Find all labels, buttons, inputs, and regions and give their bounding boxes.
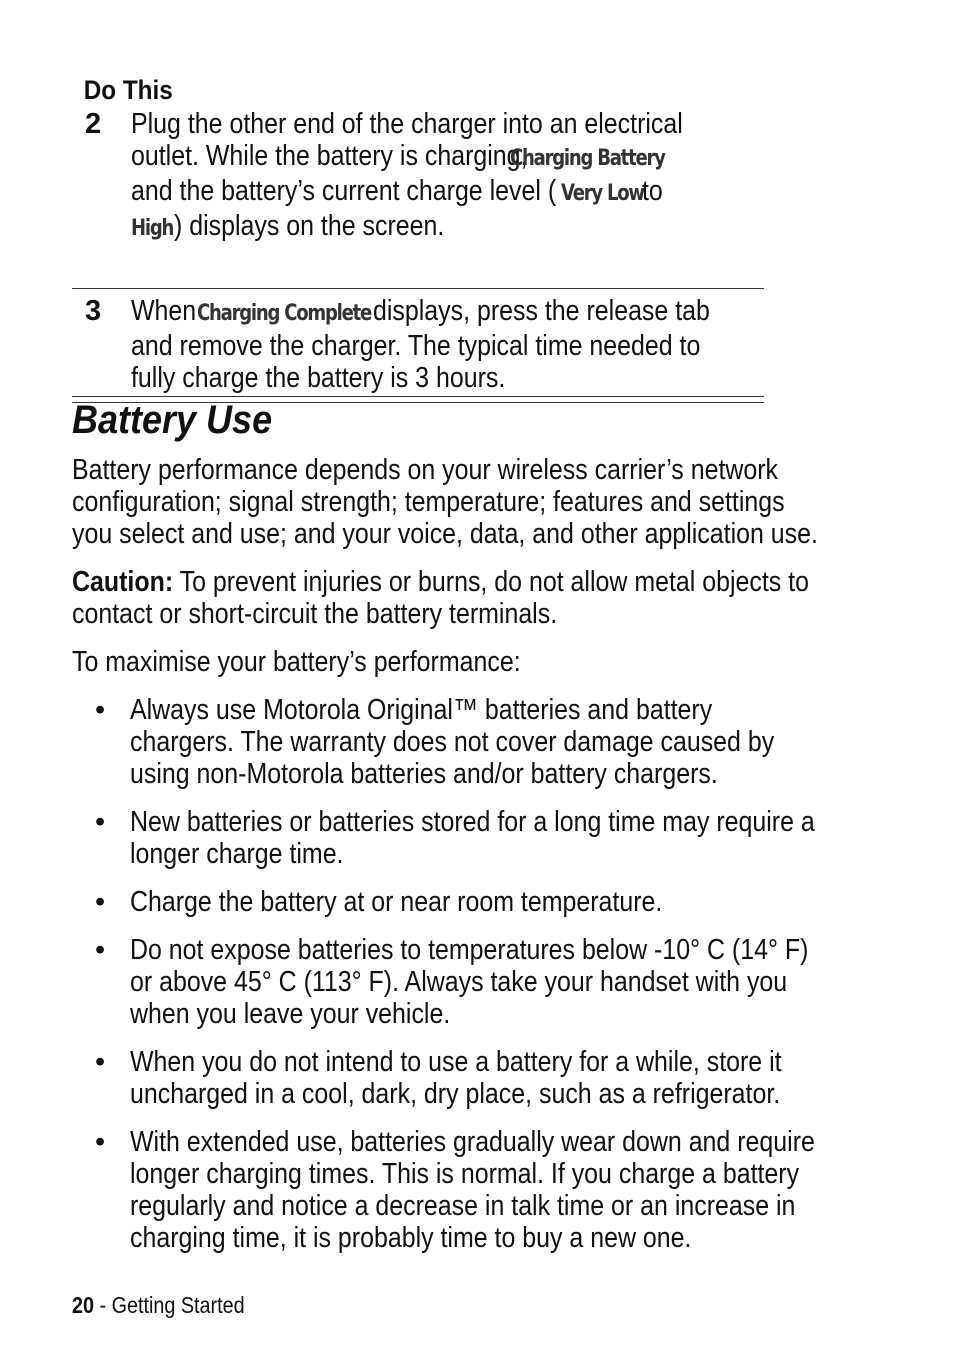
list-item-line: When you do not intend to use a battery for a while, store it [130, 1046, 782, 1078]
list-item [72, 934, 872, 1030]
step-text [131, 108, 773, 288]
display-text-charging-complete: Charging Complete [196, 301, 371, 326]
steps-table-header: Do This [83, 75, 173, 105]
step-line: fully charge the battery is 3 hours. [131, 362, 506, 394]
bullet-icon: • [95, 1046, 106, 1078]
footer-separator: - [94, 1292, 112, 1318]
step-number: 3 [85, 295, 102, 327]
step-line: outlet. While the battery is charging, [131, 140, 528, 172]
page-number: 20 [72, 1292, 95, 1318]
paragraph-line: To maximise your battery’s performance: [72, 646, 521, 678]
step-row [72, 289, 764, 397]
bullet-icon: • [95, 1126, 106, 1158]
list-item-line: chargers. The warranty does not cover damage caused by [130, 726, 775, 758]
page-footer [72, 1292, 245, 1319]
steps-table [72, 72, 764, 403]
list-item-line: regularly and notice a decrease in talk time or an increase in [130, 1190, 796, 1222]
list-item-line: Charge the battery at or near room temperature. [130, 886, 663, 918]
intro-paragraph [72, 454, 939, 550]
list-item [72, 1046, 872, 1110]
maximise-paragraph [72, 646, 594, 678]
section-title: Battery Use [72, 398, 273, 442]
paragraph-line: configuration; signal strength; temperature; features and settings [72, 486, 785, 518]
step-line: and the battery’s current charge level ( [131, 175, 557, 207]
list-item-line: New batteries or batteries stored for a long time may require a [130, 806, 815, 838]
list-item [72, 1126, 872, 1254]
step-text [131, 295, 793, 396]
list-item-line: or above 45° C (113° F). Always take your handset with you [130, 966, 788, 998]
list-item-line: longer charge time. [130, 838, 344, 870]
caution-label: Caution: [72, 566, 174, 598]
step-line: and remove the charger. The typical time needed to [131, 330, 701, 362]
step-line: to [642, 175, 664, 207]
caution-text: contact or short-circuit the battery terminals. [72, 598, 558, 630]
list-item-line: longer charging times. This is normal. If you charge a battery [130, 1158, 800, 1190]
bullet-icon: • [95, 806, 106, 838]
paragraph-line: you select and use; and your voice, data, and other application use. [72, 518, 818, 550]
list-item-line: charging time, it is probably time to buy a new one. [130, 1222, 692, 1254]
list-item-line: Always use Motorola Original™ batteries and battery [130, 694, 713, 726]
display-text-charging-battery: Charging Battery [510, 146, 665, 171]
display-text-very-low: Very Low [561, 181, 645, 206]
list-item-line: uncharged in a cool, dark, dry place, such as a refrigerator. [130, 1078, 781, 1110]
list-item [72, 806, 872, 870]
caution-text: To prevent injuries or burns, do not allow metal objects to [173, 566, 809, 598]
list-item [72, 886, 872, 918]
list-item-line: using non-Motorola batteries and/or battery chargers. [130, 758, 718, 790]
display-text-high: High [131, 216, 174, 241]
step-line: Plug the other end of the charger into an electrical [131, 108, 683, 140]
list-item-line: With extended use, batteries gradually wear down and require [130, 1126, 815, 1158]
step-line: ) displays on the screen. [174, 210, 445, 242]
step-number: 2 [85, 108, 102, 140]
bullet-icon: • [95, 886, 106, 918]
bullet-icon: • [95, 934, 106, 966]
list-item-line: Do not expose batteries to temperatures below -10° C (14° F) [130, 934, 809, 966]
list-item-line: when you leave your vehicle. [130, 998, 451, 1030]
bullet-icon: • [95, 694, 106, 726]
step-line: displays, press the release tab [372, 295, 710, 327]
step-line: When [131, 295, 197, 327]
caution-paragraph [72, 566, 929, 630]
list-item [72, 694, 872, 790]
performance-tips-list [72, 694, 872, 1270]
footer-section: Getting Started [111, 1292, 245, 1318]
paragraph-line: Battery performance depends on your wireless carrier’s network [72, 454, 779, 486]
step-row [72, 108, 764, 289]
